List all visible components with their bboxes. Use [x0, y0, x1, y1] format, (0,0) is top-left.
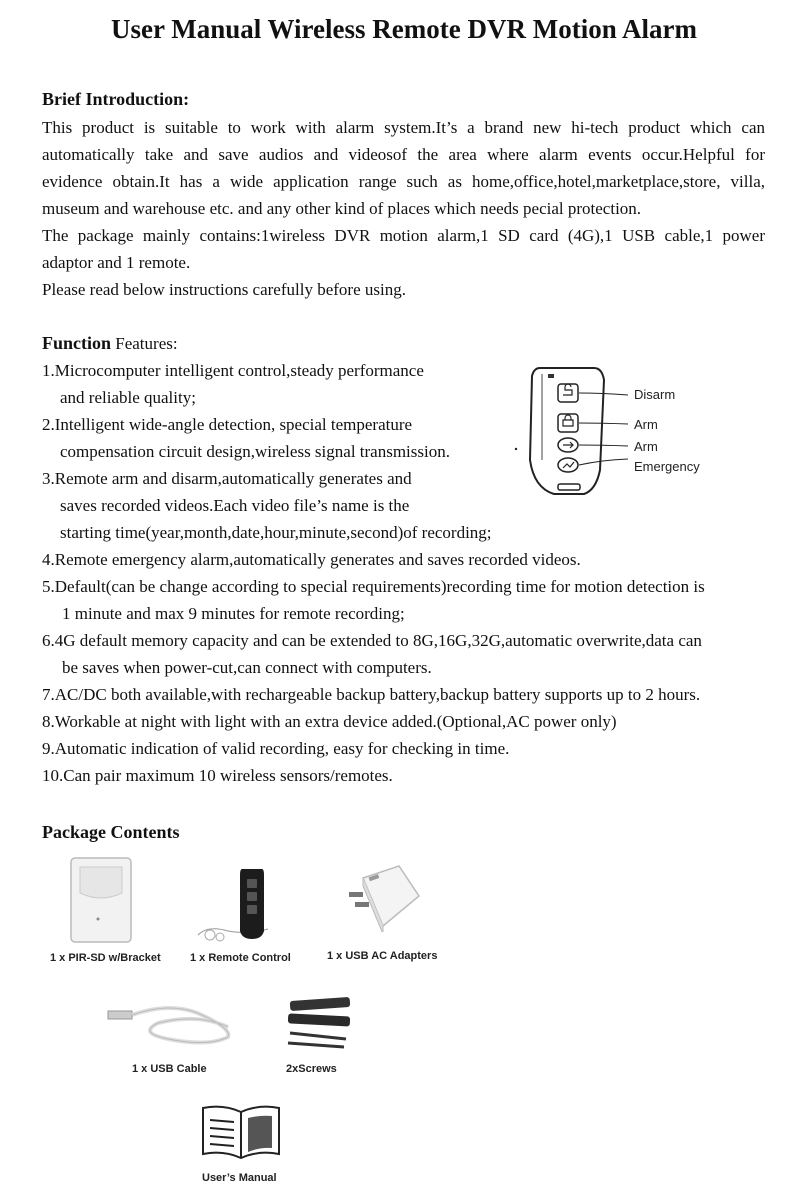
feature-line: 6.4G default memory capacity and can be extended to 8G,16G,32G,automatic overwrite,data can: [42, 631, 702, 650]
feature-line: 1.Microcomputer intelligent control,steady performance: [42, 361, 424, 380]
usb-cable-image: [100, 995, 240, 1045]
package-item-caption: 1 x USB Cable: [132, 1063, 207, 1075]
feature-line: 7.AC/DC both available,with rechargeable backup battery,backup battery supports up to 2 hours.: [42, 685, 701, 704]
remote-label-arm: Arm: [634, 417, 658, 432]
feature-line: and reliable quality;: [60, 388, 196, 407]
feature-line: 1 minute and max 9 minutes for remote recording;: [62, 604, 405, 623]
usb-adapter-image: [343, 862, 423, 932]
feature-line: 8.Workable at night with light with an extra device added.(Optional,AC power only): [42, 712, 617, 731]
intro-line: This product is suitable to work with alarm system.It’s a brand new hi-tech product which can: [42, 118, 765, 137]
feature-line: compensation circuit design,wireless signal transmission.: [60, 442, 450, 461]
package-heading: Package Contents: [42, 822, 180, 842]
feature-line: 9.Automatic indication of valid recording, easy for checking in time.: [42, 739, 510, 758]
intro-line: Please read below instructions carefully before using.: [42, 280, 406, 299]
intro-heading: Brief Introduction:: [42, 89, 190, 109]
intro-line: evidence obtain.It has a wide application range such as home,office,hotel,marketplace,store, villa,: [42, 172, 765, 191]
feature-line: starting time(year,month,date,hour,minute,second)of recording;: [60, 523, 492, 542]
feature-line: 4.Remote emergency alarm,automatically generates and saves recorded videos.: [42, 550, 581, 569]
feature-line: 5.Default(can be change according to special requirements)recording time for motion detection is: [42, 577, 705, 596]
intro-line: The package mainly contains:1wireless DVR motion alarm,1 SD card (4G),1 USB cable,1 power: [42, 226, 765, 245]
remote-label-disarm: Disarm: [634, 387, 676, 402]
features-heading-rest: Features:: [111, 334, 178, 353]
package-item-caption: 1 x Remote Control: [190, 952, 291, 964]
remote-label-arm-2: Arm: [634, 439, 658, 454]
page-title: User Manual Wireless Remote DVR Motion Alarm: [111, 14, 697, 44]
remote-illustration: [510, 360, 710, 500]
package-item-caption: 1 x PIR-SD w/Bracket: [50, 952, 161, 964]
package-item-caption: 1 x USB AC Adapters: [327, 950, 438, 962]
intro-line: museum and warehouse etc. and any other kind of places which needs pecial protection.: [42, 199, 642, 218]
remote-control-image: [196, 865, 276, 945]
feature-line: 3.Remote arm and disarm,automatically generates and: [42, 469, 412, 488]
intro-line: automatically take and save audios and videosof the area where alarm events occur.Helpful for: [42, 145, 765, 164]
intro-line: adaptor and 1 remote.: [42, 253, 191, 272]
feature-line: be saves when power-cut,can connect with computers.: [62, 658, 432, 677]
package-item-caption: 2xScrews: [286, 1063, 337, 1075]
book-icon: [200, 1104, 282, 1160]
feature-line: saves recorded videos.Each video file’s name is the: [60, 496, 410, 515]
screws-image: [280, 995, 360, 1055]
features-heading-bold: Function: [42, 333, 112, 353]
feature-line: 2.Intelligent wide-angle detection, special temperature: [42, 415, 413, 434]
package-item-caption: User’s Manual: [202, 1172, 277, 1184]
feature-line: 10.Can pair maximum 10 wireless sensors/remotes.: [42, 766, 393, 785]
remote-diagram: [510, 360, 710, 500]
features-heading: [42, 330, 178, 357]
remote-label-emergency: Emergency: [634, 459, 700, 474]
pir-sensor-image: [68, 855, 134, 945]
